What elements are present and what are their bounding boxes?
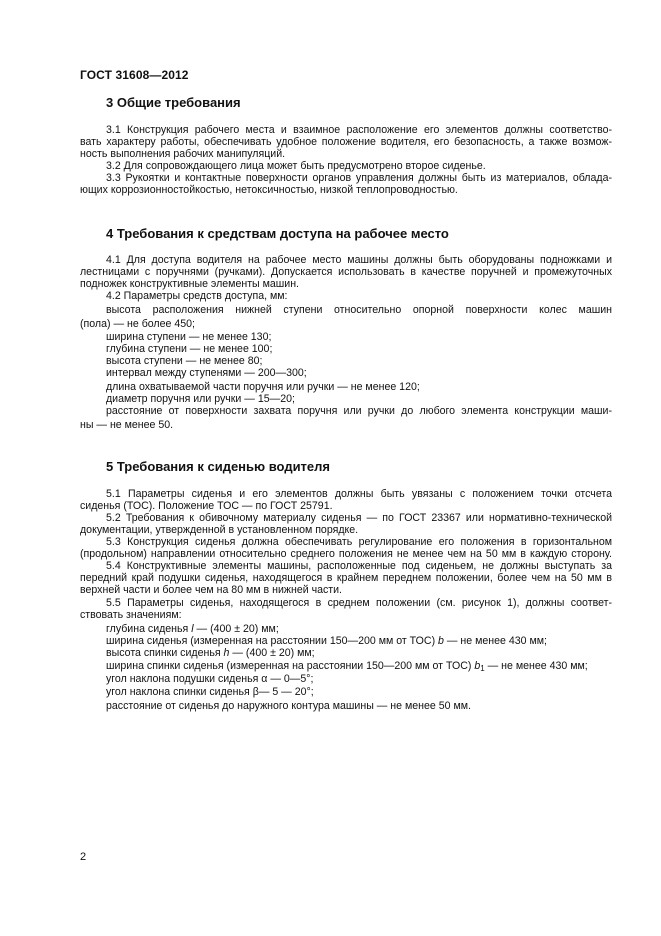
text-line: расстояние от сиденья до наружного контура машины — не менее 50 мм. [106,700,471,712]
text-line: ширина сиденья (измеренная на расстоянии 150—200 мм от ТОС) b — не менее 430 мм; [106,635,547,647]
text-line: угол наклона спинки сиденья β— 5 — 20°; [106,686,314,698]
section-3-title: 3 Общие требования [106,95,241,110]
text-line: ны — не менее 50. [80,419,174,431]
symbol-b1: b [474,660,481,672]
text-line: расстояние от поверхности захвата поручня или ручки до любого элемента конструкции маши- [106,405,612,417]
text-line: 5.5 Параметры сиденья, находящегося в среднем положении (см. рисунок 1), должны соответ- [106,597,612,609]
text-line: ширина ступени — не менее 130; [106,331,272,343]
text-line: высота ступени — не менее 80; [106,355,263,367]
page-number: 2 [80,851,87,863]
text-line: высота спинки сиденья h — (400 ± 20) мм; [106,647,315,659]
text-line: ющих коррозионностойкостью, нетоксичностью, низкой теплопроводностью. [80,184,458,196]
text-line: документации, утвержденной в установленном порядке. [80,524,359,536]
text-line: верхней части и более чем на 80 мм в нижней части. [80,584,342,596]
text-line: диаметр поручня или ручки — 15—20; [106,393,295,405]
text-line: высота расположения нижней ступени относительно опорной поверхности колес машин [106,304,612,316]
section-4 [80,226,612,431]
text-line: 3.1 Конструкция рабочего места и взаимное расположение его элементов должны соответство- [106,124,612,136]
text-line: ность выполнения рабочих манипуляций. [80,148,286,160]
symbol-h: h [223,647,230,659]
text-line: 3.3 Рукоятки и контактные поверхности органов управления должны быть из материалов, облада- [106,172,612,184]
text-line: 4.2 Параметры средств доступа, мм: [106,290,288,302]
text-line: передний край подушки сиденья, находящегося в крайнем переднем положении, более чем на 50 мм в [80,572,612,584]
text-line: ствовать значениям: [80,609,182,621]
text-line: 5.2 Требования к обивочному материалу сиденья — по ГОСТ 23367 или нормативно-технической [106,512,612,524]
text-line: (пола) — не более 450; [80,318,195,330]
text-line: подножек конструктивные элементы машин. [80,278,299,290]
text-line: 5.4 Конструктивные элементы машины, расположенные под сиденьем, не должны выступать за [106,560,612,572]
section-3 [80,95,612,196]
text-line: глубина сиденья l — (400 ± 20) мм; [106,623,279,635]
text-line: длина охватываемой части поручня или ручки — не менее 120; [106,381,420,393]
section-5 [80,459,612,712]
text-line: сиденья (ТОС). Положение ТОС — по ГОСТ 25791. [80,500,333,512]
text-line: 4.1 Для доступа водителя на рабочее место машины должны быть оборудованы подножками и [106,254,612,266]
text-line: вать характеру работы, обеспечивать удобное положение водителя, его безопасность, а также возмож- [80,136,612,148]
text-line: 5.3 Конструкция сиденья должна обеспечивать регулирование его положения в горизонтальном [106,536,612,548]
section-4-title: 4 Требования к средствам доступа на рабочее место [106,226,449,241]
text-line: ширина спинки сиденья (измеренная на расстоянии 150—200 мм от ТОС) $b_1$ — не менее 430 мм; [106,660,588,673]
document-header: ГОСТ 31608—2012 [80,68,189,82]
text-line: интервал между ступенями — 200—300; [106,367,307,379]
text-line: 3.2 Для сопровождающего лица может быть предусмотрено второе сиденье. [106,160,486,172]
symbol-l: l [191,623,194,635]
section-5-title: 5 Требования к сиденью водителя [106,459,331,474]
symbol-b: b [438,635,444,647]
text-line: лестницами с поручнями (ручками). Допускается использовать в качестве поручней и промежуточных [80,266,612,278]
text-line: (продольном) направлении относительно среднего положения не менее чем на 50 мм в каждую сторону. [80,548,612,560]
text-line: 5.1 Параметры сиденья и его элементов должны быть увязаны с положением точки отсчета [106,488,612,500]
text-line: глубина ступени — не менее 100; [106,343,273,355]
text-line: угол наклона подушки сиденья α — 0—5°; [106,673,314,685]
